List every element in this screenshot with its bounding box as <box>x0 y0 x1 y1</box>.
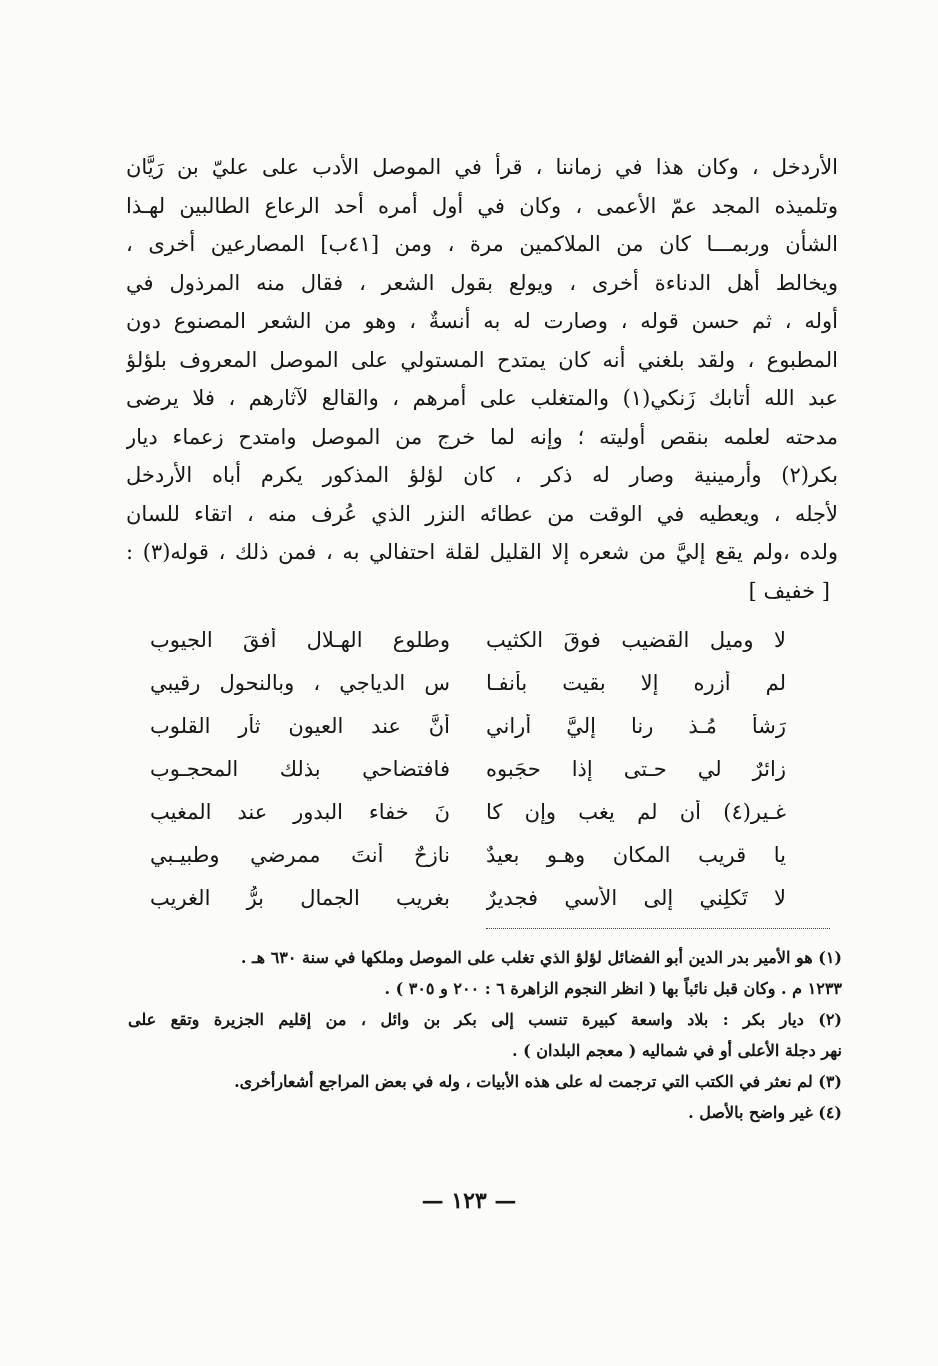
verse-first-hemistich: رَشأٌ مُـذ رنا إليَّ أراني <box>486 714 786 738</box>
text-line: عبد الله أتابك زَنكي(١) والمتغلب على أمرهم ، والقالع لآثارهم ، فلا يرضى <box>126 386 838 410</box>
verse-second-hemistich: نَ خفاء البدور عند المغيبِ <box>150 800 450 824</box>
text-line: أوله ، ثم حسن قوله ، وصارت له به أنسةٌ ، وهو من الشعر المصنوع دون <box>126 309 838 333</box>
verse-first-hemistich: غـير(٤) أن لم يغب وإن كا <box>486 800 786 824</box>
footnotes <box>128 942 842 1128</box>
page-number: — ١٢٣ — <box>421 1188 517 1214</box>
verse-first-hemistich: لا تَكلِني إلى الأسي فجديرٌ <box>486 886 786 910</box>
poem-verse <box>150 714 786 757</box>
verse-second-hemistich: أنَّ عند العيون ثأر القلوب <box>150 714 450 738</box>
verse-first-hemistich: زائرٌ لي حـتى إذا حجَبوه <box>486 757 786 781</box>
footnote-separator <box>486 928 830 929</box>
text-line: وتلميذه المجد عمّ الأعمى ، وكان في أول أمره أحد الرعاع الطالبين لهـذا <box>126 193 838 218</box>
verse-second-hemistich: وطلوع الهـلال أُفقَ الجيوبِ <box>150 628 450 652</box>
verse-second-hemistich: بغريب الجمال برُّ الغريب <box>150 886 450 910</box>
text-line: مدحته لعلمه بنقص أوليته ؛ وإنه لما خرج من الموصل وامتدح زعماء ديار <box>126 424 838 449</box>
poem-verse <box>150 671 786 714</box>
verse-second-hemistich: نازحٌ أنتَ ممرضي وطبيـبي <box>150 843 450 867</box>
text-line: لأجله ، ويعطيه في الوقت من عطائه النزر الذي عُرف منه ، اتقاء للسان <box>126 501 838 526</box>
verse-first-hemistich: لم أزره إلا بقيت بأنفـا <box>486 671 786 695</box>
text-line: ولده ،ولم يقع إليَّ من شعره إلا القليل لقلة احتفالي به ، فمن ذلك ، قوله(٣) : <box>126 540 838 564</box>
verse-second-hemistich: سِ الدياجي ، وبالنحول رقيبي <box>150 671 450 695</box>
verse-first-hemistich: يا قريب المكان وهـو بعيدٌ <box>486 843 786 867</box>
text-line: بكر(٢) وأرمينية وصار له ذكر ، كان لؤلؤ المذكور يكرم أباه الأردخل <box>126 463 838 487</box>
verse-second-hemistich: فافتضاحي بذلك المحجـوبِ <box>150 757 450 781</box>
text-line: المطبوع ، ولقد بلغني أنه كان يمتدح المستولي على الموصل المعروف بلؤلؤ <box>126 347 838 372</box>
footnote-line: (٢) ديار بكر : بلاد واسعة كبيرة تنسب إلى بكر بن وائل ، من إقليم الجزيرة وتقع على <box>128 1010 842 1029</box>
footnote-line: (١) هو الأمير بدر الدين أبو الفضائل لؤلؤ الذي تغلب على الموصل وملكها في سنة ٦٣٠ هـ . <box>240 948 842 967</box>
poem <box>150 628 786 929</box>
poetic-meter-label: [ خفيف ] <box>748 578 830 603</box>
text-line: الأردخل ، وكان هذا في زماننا ، قرأ في الموصل الأدب على عليّ بن رَيَّان <box>126 155 838 179</box>
footnote-line: ١٢٣٣ م . وكان قبل نائباً بها ( انظر النجوم الزاهرة ٦ : ٢٠٠ و ٣٠٥ ) . <box>384 979 842 998</box>
poem-verse <box>150 628 786 671</box>
footnote-line: (٤) غير واضح بالأصل . <box>688 1103 842 1122</box>
verse-first-hemistich: لا وميل القضيب فوقَ الكثيب <box>486 628 786 652</box>
footnote-line: نهر دجلة الأعلى أو في شماليه ( معجم البلدان ) . <box>512 1041 842 1060</box>
text-line: الشأن وربمـــا كان من الملاكمين مرة ، ومن [٤١ب] المصارعين أخرى ، <box>126 232 838 256</box>
footnote-line: (٣) لم نعثر في الكتب التي ترجمت له على هذه الأبيات ، وله في بعض المراجع أشعارأخرى. <box>234 1072 842 1091</box>
poem-verse <box>150 800 786 843</box>
poem-verse <box>150 757 786 800</box>
poem-verse <box>150 886 786 929</box>
text-line: ويخالط أهل الدناءة أخرى ، ويولع بقول الشعر ، فقال منه المرذول في <box>126 270 838 295</box>
body-paragraph <box>126 148 838 608</box>
poem-verse <box>150 843 786 886</box>
